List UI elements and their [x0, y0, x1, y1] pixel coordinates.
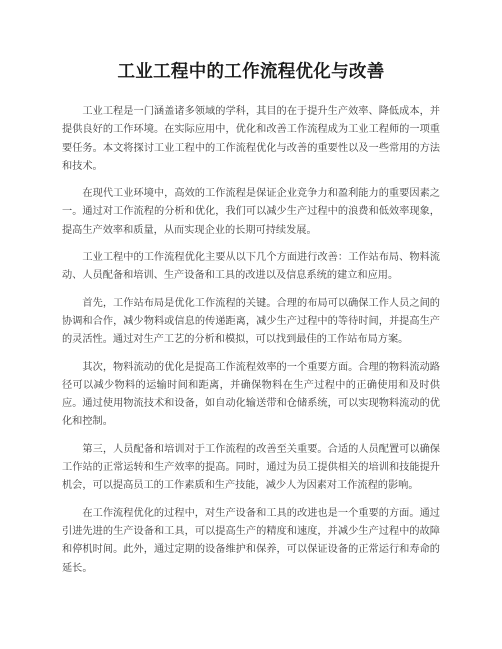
paragraph-1: 工业工程是一门涵盖诸多领域的学科，其目的在于提升生产效率、降低成本，并提供良好的工作环境。在实际应用中，优化和改善工作流程成为工业工程师的一项重要任务。本文将探讨工业工程中的工作流程优化与改善的重要性以及一些常用的方法和技术。	[62, 106, 440, 172]
document-title: 工业工程中的工作流程优化与改善	[117, 62, 385, 82]
paragraph-7: 在工作流程优化的过程中，对生产设备和工具的改进也是一个重要的方面。通过引进先进的生产设备和工具，可以提高生产的精度和速度，并减少生产过程中的故障和停机时间。此外，通过定期的设备维护和保养，可以保证设备的正常运行和寿命的延长。	[62, 507, 440, 574]
paragraph-2: 在现代工业环境中，高效的工作流程是保证企业竞争力和盈利能力的重要因素之一。通过对工作流程的分析和优化，我们可以减少生产过程中的浪费和低效率现象，提高生产效率和质量，从而实现企业的长期可持续发展。	[62, 188, 440, 236]
paragraph-5: 其次，物料流动的优化是提高工作流程效率的一个重要方面。合理的物料流动路径可以减少物料的运输时间和距离，并确保物料在生产过程中的正确使用和及时供应。通过使用物流技术和设备，如自动化输送带和仓储系统，可以实现物料流动的优化和控制。	[62, 361, 440, 428]
paragraph-3: 工业工程中的工作流程优化主要从以下几个方面进行改善：工作站布局、物料流动、人员配备和培训、生产设备和工具的改进以及信息系统的建立和应用。	[62, 252, 440, 282]
paragraph-6: 第三，人员配备和培训对于工作流程的改善至关重要。合适的人员配置可以确保工作站的正常运转和生产效率的提高。同时，通过为员工提供相关的培训和技能提升机会，可以提高员工的工作素质和生产技能，减少人为因素对工作流程的影响。	[62, 443, 440, 492]
paragraph-4: 首先，工作站布局是优化工作流程的关键。合理的布局可以确保工作人员之间的协调和合作，减少物料或信息的传递距离，减少生产过程中的等待时间，并提高生产的灵活性。通过对生产工艺的分析和模拟，可以找到最佳的工作站布局方案。	[62, 297, 440, 346]
